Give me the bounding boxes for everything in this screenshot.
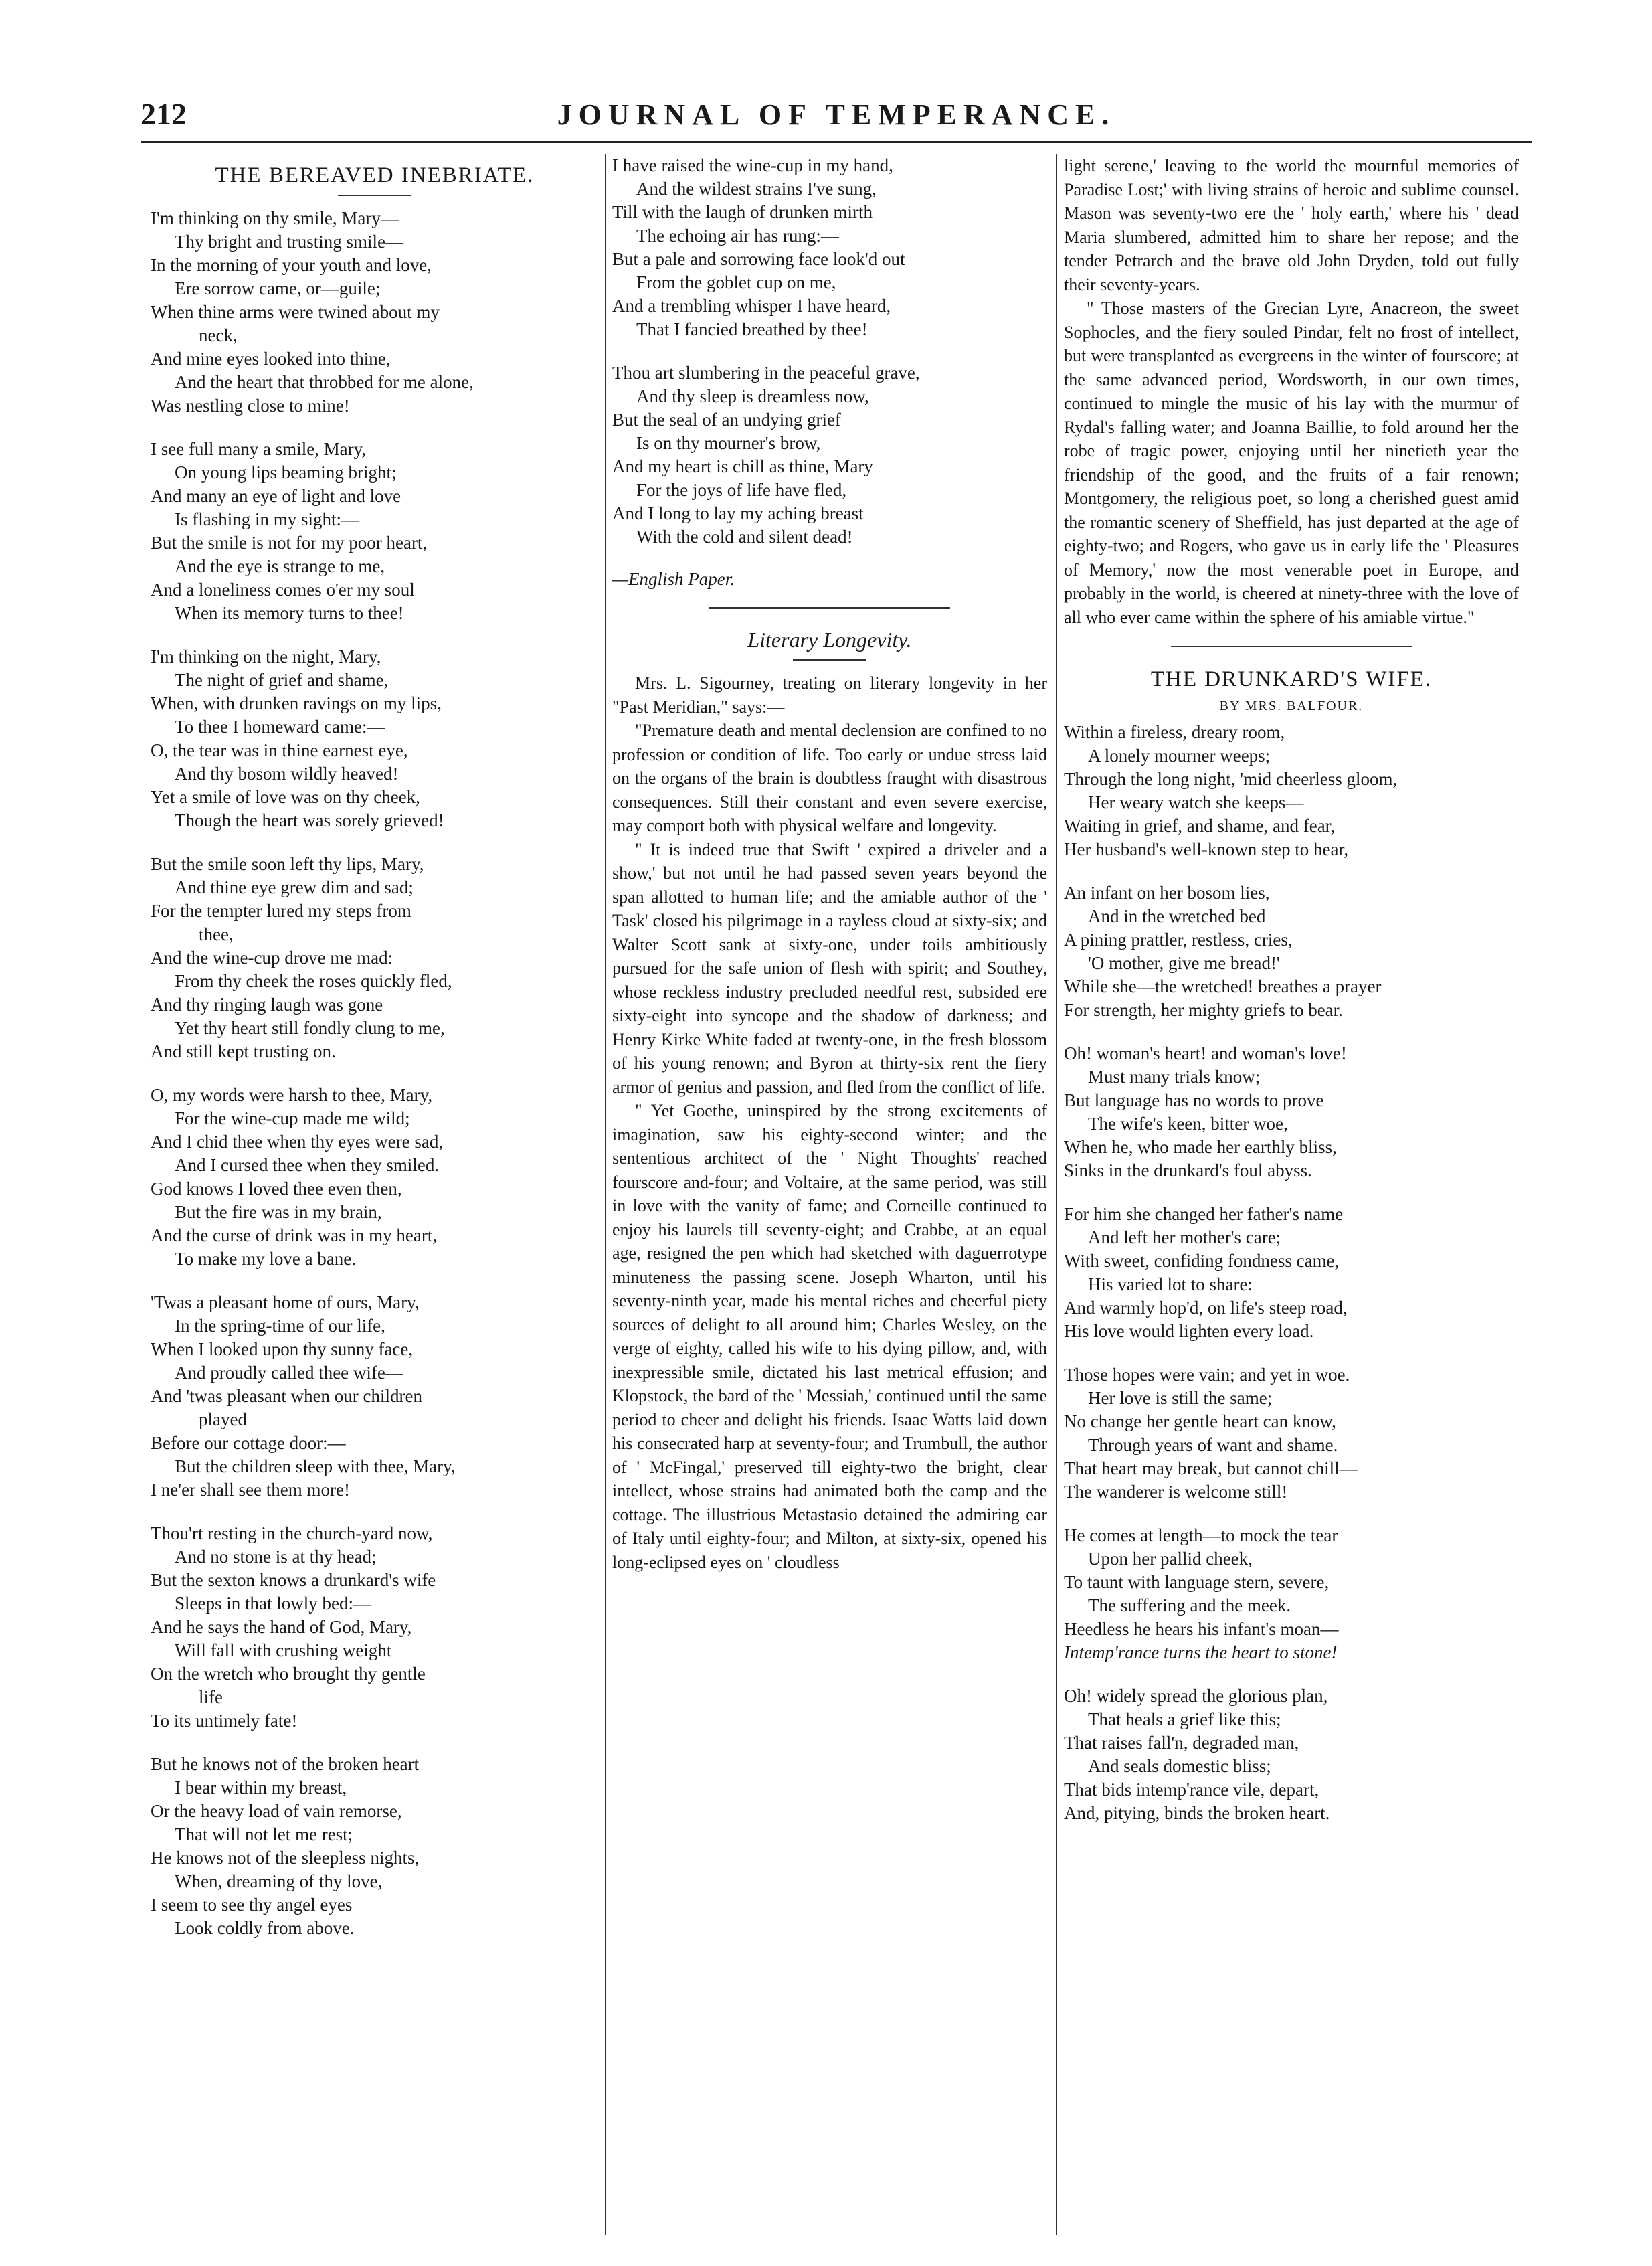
stanza	[151, 645, 599, 833]
section-divider	[1171, 646, 1412, 648]
poem-line: I have raised the wine-cup in my hand,	[612, 155, 893, 175]
title-rule	[338, 195, 411, 196]
stanza	[1064, 1684, 1519, 1825]
poem-line: But he knows not of the broken heart	[151, 1754, 420, 1774]
poem-line: And a loneliness comes o'er my soul	[151, 580, 415, 600]
article-continuation	[1064, 154, 1519, 629]
poem-line: That heals a grief like this;	[1088, 1709, 1281, 1729]
poem-line: That raises fall'n, degraded man,	[1064, 1733, 1299, 1753]
stanza	[1064, 1363, 1519, 1504]
poem-line: Yet thy heart still fondly clung to me,	[175, 1018, 445, 1038]
poem-line: From the goblet cup on me,	[636, 272, 836, 292]
page-number: 212	[141, 97, 187, 131]
poem-line: To thee I homeward came:—	[175, 717, 385, 737]
poem-line: And, pitying, binds the broken heart.	[1064, 1803, 1330, 1823]
poem-line: That bids intemp'rance vile, depart,	[1064, 1779, 1319, 1800]
poem-line: And my heart is chill as thine, Mary	[612, 456, 873, 476]
poem-line: Before our cottage door:—	[151, 1433, 346, 1453]
poem-line: For the wine-cup made me wild;	[175, 1108, 410, 1128]
poem-line: With sweet, confiding fondness came,	[1064, 1251, 1340, 1271]
poem-line: While she—the wretched! breathes a prayer	[1064, 976, 1382, 996]
poem-line: I'm thinking on the night, Mary,	[151, 646, 381, 667]
poem-line: When thine arms were twined about my	[151, 302, 440, 322]
article-paragraph-continued: light serene,' leaving to the world the mournful memories of Paradise Lost;' with living strains of heroic and sublime counsel. Mason was seventy-two ere the ' holy earth,' where his ' dead Maria slumbered, admitted him to share her repose; and the tender Petrarch and the brave old John Dryden, told out fully their seventy-years.	[1064, 156, 1519, 294]
poem-line: But the fire was in my brain,	[175, 1202, 382, 1222]
title-rule	[793, 659, 866, 661]
stanza	[151, 438, 599, 625]
poem-line: I bear within my breast,	[175, 1777, 347, 1798]
poem-line: Was nestling close to mine!	[151, 396, 350, 416]
poem-line: And the curse of drink was in my heart,	[151, 1225, 438, 1245]
stanza	[1064, 881, 1519, 1022]
poem-line: When, with drunken ravings on my lips,	[151, 693, 442, 713]
poem-line: I see full many a smile, Mary,	[151, 439, 367, 459]
poem-line: The echoing air has rung:—	[636, 226, 839, 246]
poem-line: Her weary watch she keeps—	[1088, 792, 1304, 812]
poem-line: When I looked upon thy sunny face,	[151, 1339, 414, 1359]
poem-line: And the heart that throbbed for me alone,	[175, 372, 474, 392]
column-2	[612, 154, 1047, 2235]
poem-line: Oh! woman's heart! and woman's love!	[1064, 1043, 1347, 1063]
stanza	[151, 1522, 599, 1733]
poem-line: Waiting in grief, and shame, and fear,	[1064, 816, 1336, 836]
poem-line: Heedless he hears his infant's moan—	[1064, 1619, 1339, 1639]
poem-line: And I cursed thee when they smiled.	[175, 1155, 440, 1175]
poem-body	[1064, 721, 1519, 1825]
poem-line: Thou'rt resting in the church-yard now,	[151, 1523, 433, 1543]
poem-line: Oh! widely spread the glorious plan,	[1064, 1686, 1328, 1706]
column-rule	[605, 154, 606, 2235]
column-rule	[1056, 154, 1057, 2235]
poem-line: O, the tear was in thine earnest eye,	[151, 740, 408, 760]
poem-line: When he, who made her earthly bliss,	[1064, 1137, 1337, 1157]
poem-line: And warmly hop'd, on life's steep road,	[1064, 1298, 1348, 1318]
poem-line: To taunt with language stern, severe,	[1064, 1572, 1329, 1592]
poem-line: 'Twas a pleasant home of ours, Mary,	[151, 1292, 420, 1312]
poem-line: Through the long night, 'mid cheerless gloom,	[1064, 769, 1398, 789]
poem-line: Intemp'rance turns the heart to stone!	[1064, 1642, 1338, 1662]
poem-line: And the wine-cup drove me mad:	[151, 948, 393, 968]
poem-line: But the seal of an undying grief	[612, 410, 841, 430]
poem-line: life	[199, 1687, 223, 1707]
poem-line: Her love is still the same;	[1088, 1388, 1273, 1408]
stanza	[1064, 1203, 1519, 1343]
poem-line: Or the heavy load of vain remorse,	[151, 1801, 402, 1821]
poem-line: neck,	[199, 325, 238, 345]
poem-line: And seals domestic bliss;	[1088, 1756, 1271, 1776]
poem-line: And he says the hand of God, Mary,	[151, 1617, 412, 1637]
article-paragraph: "Premature death and mental declension are confined to no profession or condition of life. Too early or undue stress laid on the organs of the brain is doubtless fraught with disastrous consequences. Still their constant and even severe exercise, may comport both with physical welfare and longevity.	[612, 721, 1047, 835]
poem-line: O, my words were harsh to thee, Mary,	[151, 1085, 433, 1105]
poem-line: Till with the laugh of drunken mirth	[612, 202, 873, 222]
stanza	[1064, 1524, 1519, 1664]
poem-line: But the sexton knows a drunkard's wife	[151, 1570, 436, 1590]
poem-line: To its untimely fate!	[151, 1711, 298, 1731]
poem-line: For the joys of life have fled,	[636, 480, 847, 500]
poem-line: And still kept trusting on.	[151, 1041, 336, 1061]
stanza	[612, 154, 1047, 341]
poem-line: And left her mother's care;	[1088, 1227, 1281, 1247]
poem-title: THE DRUNKARD'S WIFE.	[1150, 667, 1433, 691]
poem-line: That will not let me rest;	[175, 1824, 353, 1844]
article-title: Literary Longevity.	[747, 628, 912, 652]
poem-line: That heart may break, but cannot chill—	[1064, 1458, 1358, 1478]
poem-line: Sleeps in that lowly bed:—	[175, 1593, 371, 1614]
poem-line: The wanderer is welcome still!	[1064, 1482, 1288, 1502]
poem-line: From thy cheek the roses quickly fled,	[175, 971, 452, 991]
page-header	[141, 94, 1532, 143]
poem-line: I seem to see thy angel eyes	[151, 1895, 353, 1915]
stanza	[151, 1753, 599, 1940]
poem-line: His varied lot to share:	[1088, 1274, 1253, 1294]
stanza	[151, 1083, 599, 1271]
poem-line: And thy bosom wildly heaved!	[175, 764, 399, 784]
poem-line: Sinks in the drunkard's foul abyss.	[1064, 1160, 1312, 1181]
poem-line: In the spring-time of our life,	[175, 1316, 385, 1336]
poem-line: I'm thinking on thy smile, Mary—	[151, 208, 399, 228]
poem-line: I ne'er shall see them more!	[151, 1480, 350, 1500]
poem-line: On the wretch who brought thy gentle	[151, 1664, 426, 1684]
poem-line: The suffering and the meek.	[1088, 1595, 1291, 1616]
poem-line: The wife's keen, bitter woe,	[1088, 1114, 1288, 1134]
poem-line: No change her gentle heart can know,	[1064, 1411, 1336, 1431]
poem-line: That I fancied breathed by thee!	[636, 319, 868, 339]
stanza	[1064, 721, 1519, 861]
poem-line: Yet a smile of love was on thy cheek,	[151, 787, 420, 807]
poem-line: To make my love a bane.	[175, 1249, 357, 1269]
poem-line: But language has no words to prove	[1064, 1090, 1324, 1110]
poem-line: Her husband's well-known step to hear,	[1064, 839, 1349, 859]
poem-line: The night of grief and shame,	[175, 670, 389, 690]
poem-line: Look coldly from above.	[175, 1918, 355, 1938]
poem-line: And 'twas pleasant when our children	[151, 1386, 423, 1406]
poem-line: Is on thy mourner's brow,	[636, 433, 821, 453]
poem-line: played	[199, 1409, 247, 1429]
poem-line: For him she changed her father's name	[1064, 1204, 1344, 1224]
poem-line: And I long to lay my aching breast	[612, 503, 864, 523]
poem-line: With the cold and silent dead!	[636, 527, 853, 547]
stanza	[612, 361, 1047, 549]
poem-line: And mine eyes looked into thine,	[151, 349, 391, 369]
column-3	[1064, 154, 1519, 2235]
stanza	[151, 1291, 599, 1502]
poem-line: On young lips beaming bright;	[175, 462, 397, 483]
stanza	[1064, 1042, 1519, 1183]
poem-line: He knows not of the sleepless nights,	[151, 1848, 420, 1868]
poem-line: An infant on her bosom lies,	[1064, 883, 1270, 903]
poem-line: Through years of want and shame.	[1088, 1435, 1338, 1455]
poem-line: And thine eye grew dim and sad;	[175, 877, 414, 897]
poem-line: He comes at length—to mock the tear	[1064, 1525, 1338, 1545]
section-divider	[709, 607, 950, 609]
poem-line: For the tempter lured my steps from	[151, 901, 411, 921]
poem-line: Will fall with crushing weight	[175, 1640, 392, 1660]
column-1	[151, 154, 599, 2235]
poem-line: And proudly called thee wife—	[175, 1363, 403, 1383]
poem-credit: —English Paper.	[612, 569, 735, 589]
poem-line: Is flashing in my sight:—	[175, 509, 359, 529]
stanza	[151, 207, 599, 418]
poem-line: A lonely mourner weeps;	[1088, 746, 1271, 766]
article-body	[612, 671, 1047, 1574]
poem-line: And a trembling whisper I have heard,	[612, 296, 891, 316]
article-paragraph: " Yet Goethe, uninspired by the strong excitements of imagination, saw his eighty-second winter; and the sententious architect of the ' Night Thoughts' reached fourscore and-four; and Voltaire, at the same period, was still in love with the vanity of fame; and Corneille continued to enjoy his laurels till seventy-eight; and Crabbe, at an equal age, resigned the pen which had sketched with daguerrotype minuteness the passing scene. Joseph Wharton, until his seventy-ninth year, made his mental riches and cheerful piety sources of delight to all around him; Charles Wesley, on the verge of eighty, called his wife to his dying pillow, and, with inexpressible smile, dictated his last metrical effusion; and Klopstock, the bard of the ' Messiah,' continued until the same period to cheer and delight his friends. Isaac Watts laid down his consecrated harp at seventy-four; and Trumbull, the author of ' McFingal,' preserved till eighty-two the bright, clear intellect, whose strains had animated both the camp and the cottage. The illustrious Metastasio detained the admiring ear of Italy until eighty-four; and Milton, at sixty-six, opened his long-eclipsed eyes on ' cloudless	[612, 1101, 1047, 1572]
article-paragraph: " Those masters of the Grecian Lyre, Anacreon, the sweet Sophocles, and the fiery souled Pindar, felt no frost of intellect, but were transplanted as evergreens in the winter of fourscore; at the same advanced period, Wordsworth, in our own times, continued to mingle the music of his lay with the murmur of Rydal's falling water; and Joanna Baillie, to fold around her the robe of tragic power, enjoying until her ninetieth year the friendship of the good, and the fruits of a fair renown; Montgomery, the religious poet, so long a cherished guest amid the romantic scenery of Sheffield, has just departed at the age of eighty-two; and Rogers, who gave us in early life the ' Pleasures of Memory,' now the most venerable poet in Europe, and probably in the world, is cheered at ninety-three with the love of all who ever came within the sphere of his amiable virtue."	[1064, 298, 1519, 627]
running-head: JOURNAL OF TEMPERANCE.	[557, 98, 1116, 131]
poem-line: When, dreaming of thy love,	[175, 1871, 383, 1891]
article-paragraph: " It is indeed true that Swift ' expired a driveler and a show,' but not until he had passed seven years beyond the span allotted to human life; and the amiable author of the ' Task' closed his pilgrimage in a rayless cloud at sixty-six; and Walter Scott sank at sixty-one, under toils ambitiously pursued for the safe union of flesh with spirit; and Southey, whose reckless industry precluded needful rest, subsided ere sixty-eight into syncope and the shadow of darkness; and Henry Kirke White faded at twenty-one, in the fresh blossom of his young renown; and Byron at thirty-six rent the fiery armor of genius and passion, and fled from the conflict of life.	[612, 839, 1047, 1097]
poem-line: Upon her pallid cheek,	[1088, 1549, 1253, 1569]
poem-line: His love would lighten every load.	[1064, 1321, 1314, 1341]
stanza	[151, 853, 599, 1063]
poem-line: And thy ringing laugh was gone	[151, 994, 383, 1015]
poem-line: Ere sorrow came, or—guile;	[175, 278, 381, 298]
poem-line: A pining prattler, restless, cries,	[1064, 930, 1293, 950]
poem-line: thee,	[199, 924, 234, 944]
poem-line: Must many trials know;	[1088, 1067, 1261, 1087]
article-paragraph: Mrs. L. Sigourney, treating on literary longevity in her "Past Meridian," says:—	[612, 673, 1047, 717]
poem-line: But the smile soon left thy lips, Mary,	[151, 854, 424, 874]
poem-continuation	[612, 154, 1047, 549]
poem-title: THE BEREAVED INEBRIATE.	[215, 163, 535, 187]
poem-line: For strength, her mighty griefs to bear.	[1064, 1000, 1343, 1020]
poem-line: And thy sleep is dreamless now,	[636, 386, 869, 406]
poem-line: And no stone is at thy head;	[175, 1547, 377, 1567]
poem-line: Within a fireless, dreary room,	[1064, 722, 1285, 742]
poem-byline: BY MRS. BALFOUR.	[1219, 699, 1364, 713]
poem-line: When its memory turns to thee!	[175, 603, 404, 623]
poem-line: Thou art slumbering in the peaceful grave,	[612, 363, 920, 383]
poem-line: And many an eye of light and love	[151, 486, 401, 506]
poem-line: Thy bright and trusting smile—	[175, 232, 403, 252]
poem-line: In the morning of your youth and love,	[151, 255, 432, 275]
poem-line: Those hopes were vain; and yet in woe.	[1064, 1365, 1350, 1385]
poem-line: God knows I loved thee even then,	[151, 1179, 402, 1199]
poem-line: But a pale and sorrowing face look'd out	[612, 249, 905, 269]
poem-body	[151, 207, 599, 1940]
poem-line: And the wildest strains I've sung,	[636, 179, 877, 199]
poem-line: And the eye is strange to me,	[175, 556, 385, 576]
poem-line: And I chid thee when thy eyes were sad,	[151, 1132, 444, 1152]
poem-line: 'O mother, give me bread!'	[1088, 953, 1280, 973]
poem-line: But the children sleep with thee, Mary,	[175, 1456, 456, 1476]
poem-line: And in the wretched bed	[1088, 906, 1266, 926]
poem-line: But the smile is not for my poor heart,	[151, 533, 428, 553]
poem-line: Though the heart was sorely grieved!	[175, 810, 444, 831]
